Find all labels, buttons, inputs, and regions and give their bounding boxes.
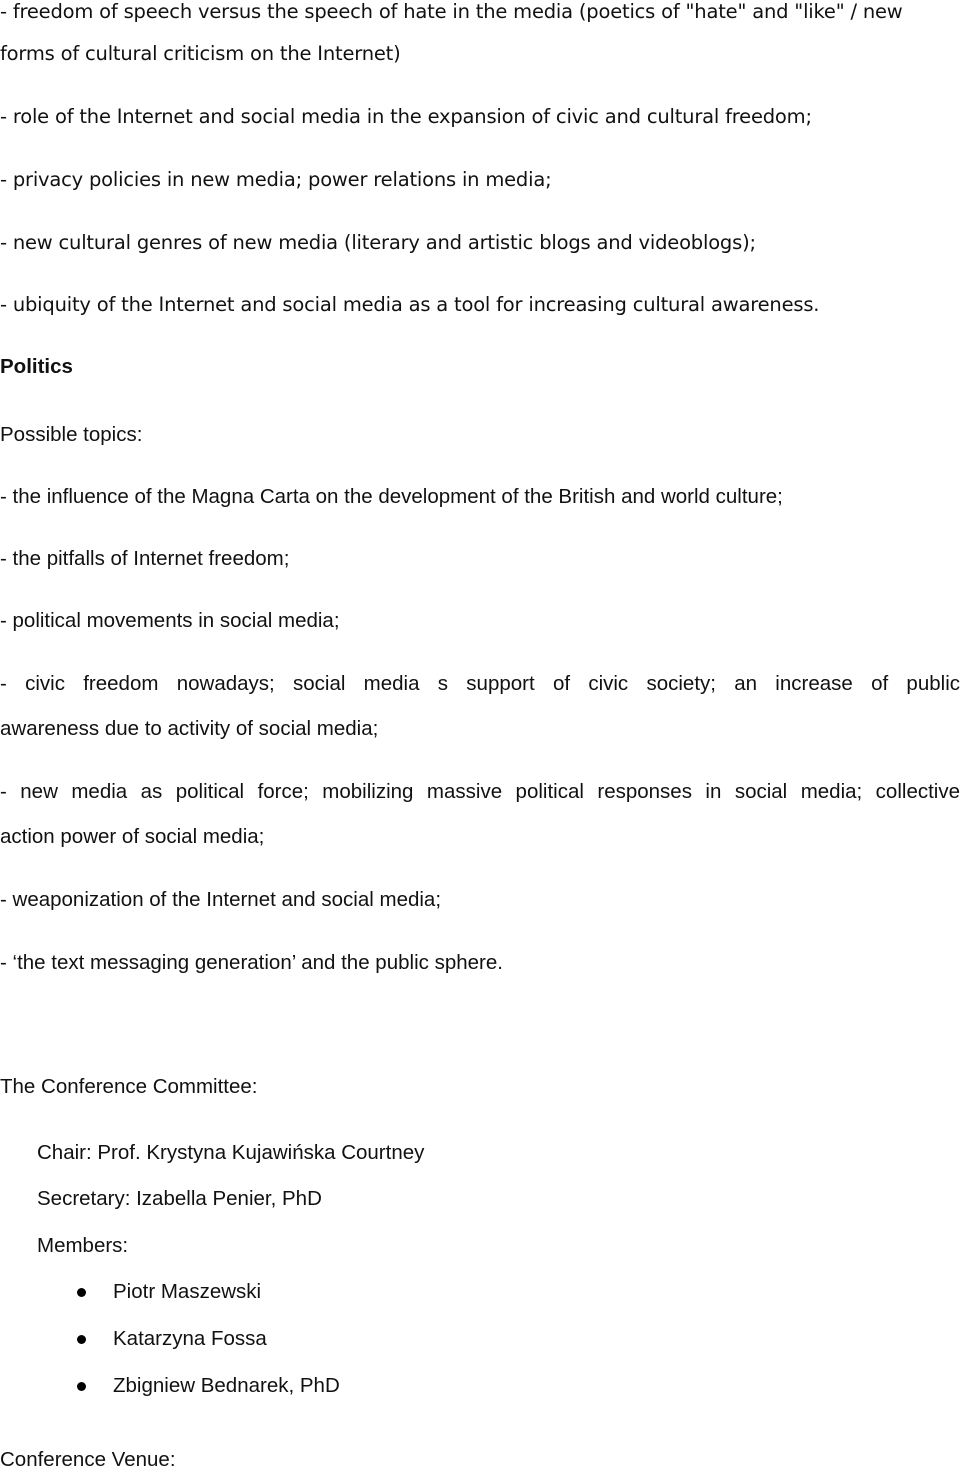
politics-topic-6: - weaponization of the Internet and social media;	[0, 888, 442, 911]
politics-topic-4-line-2: awareness due to activity of social media;	[0, 717, 379, 740]
committee-members-label: Members:	[37, 1234, 129, 1257]
politics-topic-1: - the influence of the Magna Carta on the development of the British and world culture;	[0, 485, 783, 508]
media-topic-line-3: - role of the Internet and social media in the expansion of civic and cultural freedom;	[0, 105, 812, 128]
politics-topic-7: - ‘the text messaging generation’ and the public sphere.	[0, 951, 503, 974]
politics-topic-4-line-1: - civic freedom nowadays; social media s support of civic society; an increase of public	[0, 672, 960, 695]
politics-topic-2: - the pitfalls of Internet freedom;	[0, 547, 290, 570]
politics-topic-3: - political movements in social media;	[0, 609, 340, 632]
committee-chair: Chair: Prof. Krystyna Kujawińska Courtney	[37, 1141, 425, 1164]
media-topic-line-1: - freedom of speech versus the speech of hate in the media (poetics of "hate" and "like" / new	[0, 0, 903, 23]
politics-topic-5-line-1: - new media as political force; mobilizing massive political responses in social media; collective	[0, 780, 960, 803]
committee-member-1: Piotr Maszewski	[113, 1280, 262, 1303]
media-topic-line-6: - ubiquity of the Internet and social media as a tool for increasing cultural awareness.	[0, 293, 820, 316]
media-topic-line-4: - privacy policies in new media; power relations in media;	[0, 168, 552, 191]
politics-heading: Politics	[0, 355, 73, 378]
bullet-icon	[77, 1335, 86, 1344]
bullet-icon	[77, 1382, 86, 1391]
bullet-icon	[77, 1288, 86, 1297]
media-topic-line-5: - new cultural genres of new media (literary and artistic blogs and videoblogs);	[0, 231, 756, 254]
media-topic-line-2: forms of cultural criticism on the Internet)	[0, 42, 401, 65]
venue-title: Conference Venue:	[0, 1448, 176, 1471]
committee-secretary: Secretary: Izabella Penier, PhD	[37, 1187, 322, 1210]
politics-topic-5-line-2: action power of social media;	[0, 825, 265, 848]
committee-title: The Conference Committee:	[0, 1075, 258, 1098]
politics-intro: Possible topics:	[0, 423, 143, 446]
committee-member-3: Zbigniew Bednarek, PhD	[113, 1374, 340, 1397]
committee-member-2: Katarzyna Fossa	[113, 1327, 267, 1350]
